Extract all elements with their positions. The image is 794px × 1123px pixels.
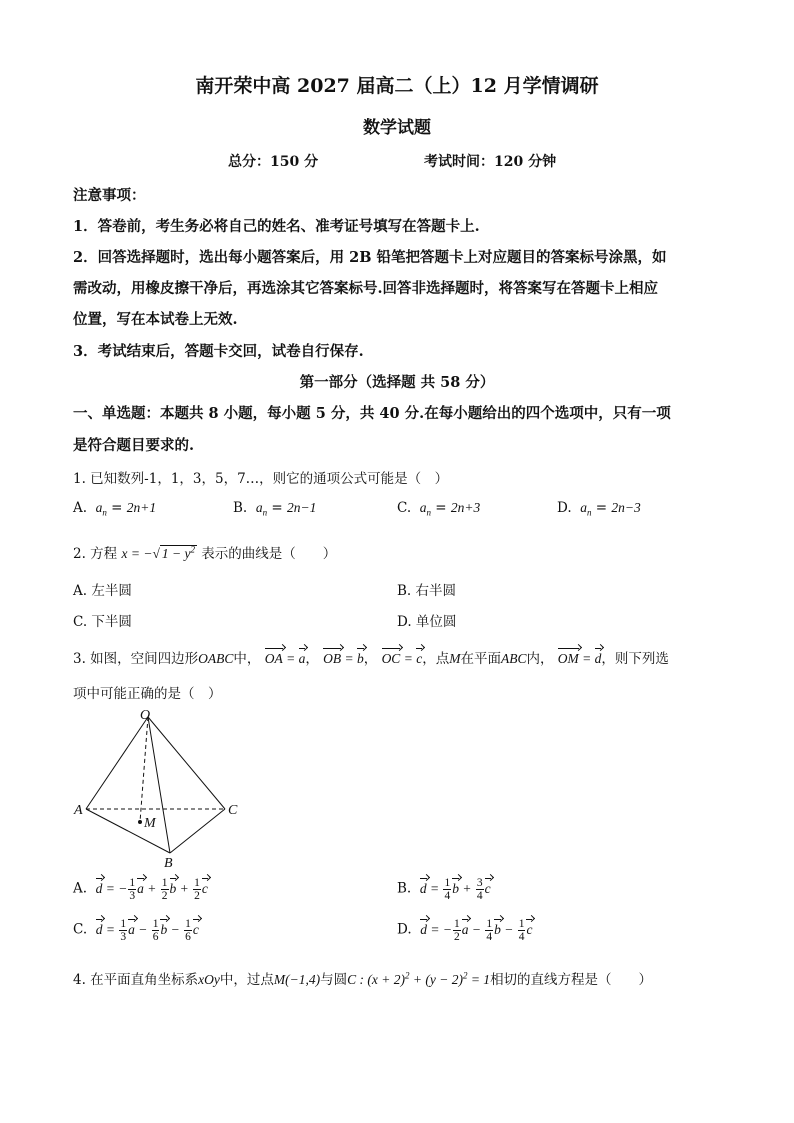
- q1-stem: 1. 已知数列-1，1，3，5，7…，则它的通项公式可能是（ ）: [73, 471, 449, 487]
- label-c: C: [228, 803, 238, 818]
- q2-option-c: C. 下半圆: [73, 614, 132, 630]
- label-m: M: [144, 816, 156, 831]
- q2-equation: x = −√ $1 - y^2$: [121, 544, 195, 561]
- q2-option-d: D. 单位圆: [397, 614, 457, 630]
- exam-subtitle: 数学试题: [363, 118, 431, 138]
- tetrahedron-figure: [70, 705, 250, 873]
- q3-stem: 3. 如图，空间四边形OABC中， OA = a， OB = b， OC = c，点M在平面ABC内， OM = d，则下列选: [73, 651, 669, 667]
- segment-om-hidden: [140, 717, 148, 822]
- exam-title: 南开荣中高 2027 届高二（上）12 月学情调研: [195, 75, 599, 97]
- q1-option-b: B. $a_n = 2n-1$: [233, 500, 317, 518]
- exam-time: 考试时间：120 分钟: [424, 154, 557, 170]
- edge-cb: [170, 809, 225, 853]
- label-a: A: [74, 803, 83, 818]
- section-instruction-line1: 一、单选题：本题共 8 小题，每小题 5 分，共 40 分.在每小题给出的四个选项中，只有一项: [73, 405, 671, 422]
- q2-stem: 2. 方程 x = −√ $1 - y^2$ 表示的曲线是（ ）: [73, 544, 337, 562]
- q2-option-b: B. 右半圆: [397, 583, 457, 599]
- edge-ob: [148, 717, 170, 853]
- q1-option-a: A. $a_n = 2n+1$: [73, 500, 157, 518]
- q3-option-c: C. d = $\frac{1}{3}$ a − $\frac{1}{6}$ b − $\frac{1}{6}$ c: [73, 918, 199, 943]
- edge-oa: [86, 717, 148, 809]
- total-score: 总分：150 分: [228, 154, 319, 170]
- notice-item-2-line1: 2．回答选择题时，选出每小题答案后，用 2B 铅笔把答题卡上对应题目的答案标号涂黑，如: [73, 249, 667, 266]
- label-b: B: [164, 856, 173, 871]
- part1-heading: 第一部分（选择题 共 58 分）: [299, 374, 495, 391]
- notice-item-3: 3．考试结束后，答题卡交回，试卷自行保存.: [73, 343, 364, 360]
- notice-item-1: 1．答卷前，考生务必将自己的姓名、准考证号填写在答题卡上.: [73, 218, 480, 235]
- q2-option-a: A. 左半圆: [73, 583, 132, 599]
- q1-option-c: C. $a_n = 2n+3$: [397, 500, 481, 518]
- q3-option-b: B. d = $\frac{1}{4}$ b + $\frac{3}{4}$ c: [397, 877, 491, 902]
- q4-stem: 4. 在平面直角坐标系xOy中，过点M(−1,4)与圆C : $(x + 2)^2 + (y - 2)^2 = 1$相切的直线方程是（ ）: [73, 970, 653, 988]
- point-m: [138, 820, 142, 824]
- edge-oc: [148, 717, 225, 809]
- edge-ab: [86, 809, 170, 853]
- q1-option-d: D. $a_n = 2n-3$: [557, 500, 641, 518]
- section-instruction-line2: 是符合题目要求的.: [73, 437, 195, 454]
- notice-heading: 注意事项：: [73, 187, 146, 204]
- q3-stem-line2: 项中可能正确的是（ ）: [73, 686, 222, 702]
- q3-option-d: D. d = − $\frac{1}{2}$ a − $\frac{1}{4}$ b − $\frac{1}{4}$ c: [397, 918, 533, 943]
- label-o: O: [140, 708, 151, 723]
- notice-item-2-line2: 需改动，用橡皮擦干净后，再选涂其它答案标号.回答非选择题时，将答案写在答题卡上相应: [73, 280, 659, 297]
- q3-option-a: A. d = − $\frac{1}{3}$ a + $\frac{1}{2}$ b + $\frac{1}{2}$ c: [73, 877, 208, 902]
- notice-item-2-line3: 位置，写在本试卷上无效.: [73, 311, 238, 328]
